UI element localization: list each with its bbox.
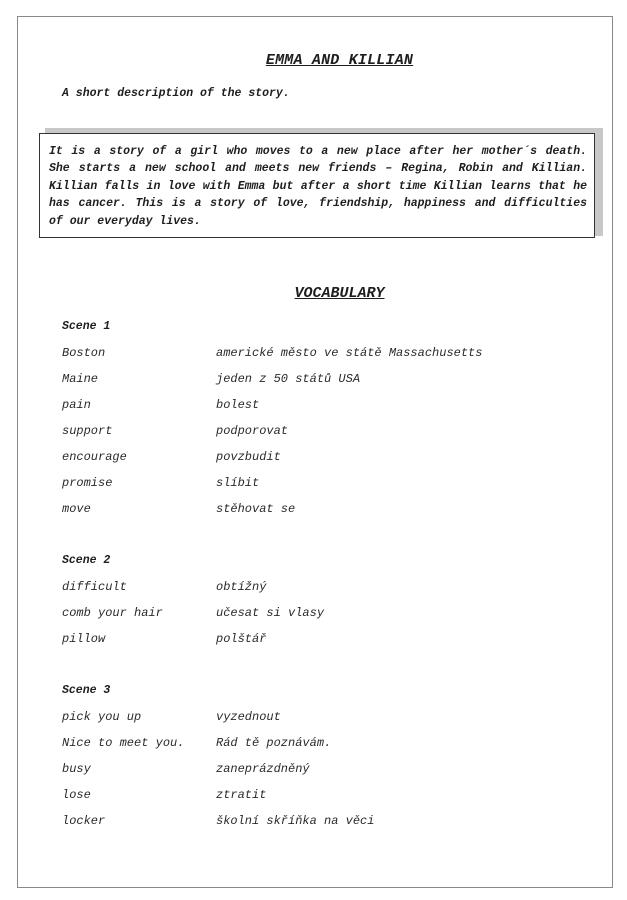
english-word: locker: [62, 814, 106, 828]
czech-translation: školní skříňka na věci: [216, 814, 375, 828]
czech-translation: americké město ve státě Massachusetts: [216, 346, 483, 360]
english-word: move: [62, 502, 91, 516]
vocab-row: [62, 762, 582, 782]
english-word: pain: [62, 398, 91, 412]
czech-translation: Rád tě poznávám.: [216, 736, 332, 750]
vocab-row: [62, 788, 582, 808]
vocab-row: [62, 476, 582, 496]
vocab-row: [62, 398, 582, 418]
vocab-row: [62, 632, 582, 652]
czech-translation: polštář: [216, 632, 267, 646]
english-word: support: [62, 424, 113, 438]
vocab-row: [62, 580, 582, 600]
vocab-row: [62, 372, 582, 392]
english-word: Maine: [62, 372, 99, 386]
description-box: [39, 133, 595, 238]
czech-translation: obtížný: [216, 580, 267, 594]
vocab-row: [62, 450, 582, 470]
page-title: EMMA AND KILLIAN: [265, 52, 414, 69]
english-word: pick you up: [62, 710, 142, 724]
english-word: busy: [62, 762, 91, 776]
czech-translation: ztratit: [216, 788, 267, 802]
czech-translation: učesat si vlasy: [216, 606, 325, 620]
vocab-row: [62, 606, 582, 626]
czech-translation: povzbudit: [216, 450, 281, 464]
scene-3-label: Scene 3: [62, 684, 111, 697]
vocab-row: [62, 814, 582, 834]
scene-2-label: Scene 2: [62, 554, 111, 567]
czech-translation: bolest: [216, 398, 260, 412]
english-word: Boston: [62, 346, 106, 360]
czech-translation: slíbit: [216, 476, 260, 490]
english-word: pillow: [62, 632, 106, 646]
czech-translation: vyzednout: [216, 710, 281, 724]
czech-translation: jeden z 50 států USA: [216, 372, 361, 386]
czech-translation: zaneprázdněný: [216, 762, 310, 776]
page-subtitle: A short description of the story.: [62, 87, 290, 100]
english-word: promise: [62, 476, 113, 490]
scene-1-label: Scene 1: [62, 320, 111, 333]
description-text: It is a story of a girl who moves to a new place after her mother´s death. She starts a new school and meets new friends – Regina, Robin and Killian. Killian falls in love with Emma but after a short time Killian learns that he has cancer. This is a story of love, friendship, happiness and difficulties of our everyday lives.: [49, 145, 587, 228]
english-word: encourage: [62, 450, 127, 464]
czech-translation: podporovat: [216, 424, 289, 438]
vocab-row: [62, 736, 582, 756]
vocabulary-heading: VOCABULARY: [294, 285, 385, 302]
english-word: Nice to meet you.: [62, 736, 185, 750]
english-word: lose: [62, 788, 91, 802]
czech-translation: stěhovat se: [216, 502, 296, 516]
english-word: difficult: [62, 580, 127, 594]
vocab-row: [62, 424, 582, 444]
vocab-row: [62, 502, 582, 522]
vocab-row: [62, 710, 582, 730]
vocab-row: [62, 346, 582, 366]
english-word: comb your hair: [62, 606, 163, 620]
